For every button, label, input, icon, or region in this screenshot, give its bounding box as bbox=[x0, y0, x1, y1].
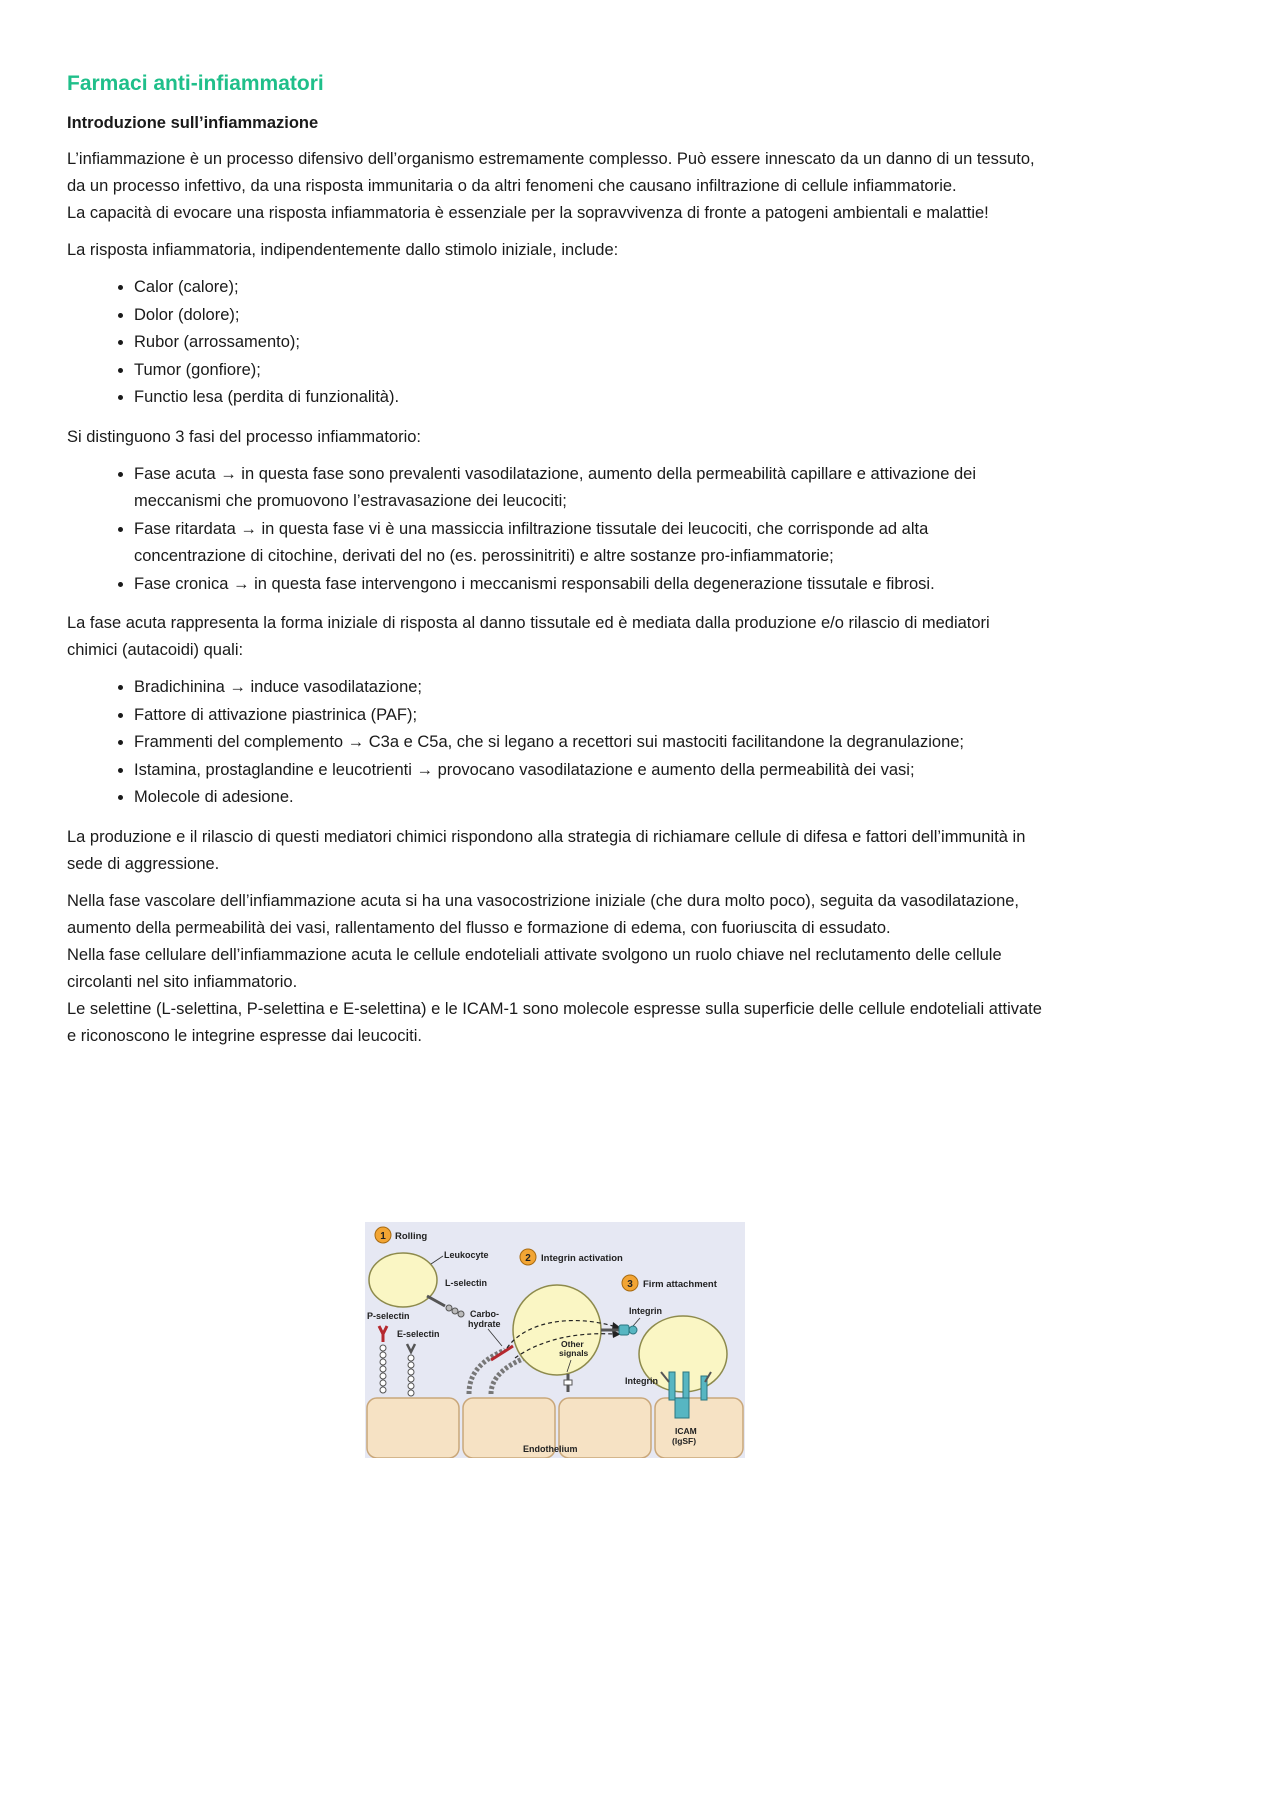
intro-paragraph-2: La capacità di evocare una risposta infiammatoria è essenziale per la sopravvivenza di fronte a patogeni ambientali e malattie! bbox=[67, 204, 989, 222]
list-item: • Calor (calore); bbox=[134, 274, 1042, 302]
icam-label-line2: (IgSF) bbox=[672, 1436, 697, 1446]
intro-paragraph-1: L’infiammazione è un processo difensivo dell’organismo estremamente complesso. Può essere innescato da un danno di un tessuto, da un processo infettivo, da una risposta immunitaria o da altri fenomeni che causano infiltrazione di cellule infiammatorie. bbox=[67, 150, 1035, 195]
step-1-badge bbox=[375, 1227, 391, 1243]
integrin-bottom-label: Integrin bbox=[625, 1376, 658, 1386]
list-item: • Tumor (gonfiore); bbox=[134, 357, 1042, 385]
list-item: • Fase cronica → in questa fase intervengono i meccanismi responsabili della degenerazione tissutale e fibrosi. bbox=[134, 571, 1042, 599]
mediators-note: La produzione e il rilascio di questi mediatori chimici rispondono alla strategia di richiamare cellule di difesa e fattori dell’immunità in sede di aggressione. bbox=[67, 827, 1026, 873]
vascular-paragraph: Nella fase vascolare dell’infiammazione acuta si ha una vasocostrizione iniziale (che dura molto poco), seguita da vasodilatazione, aumento della permeabilità dei vasi, rallentamento del flusso e formazione di edema, con fuoriuscita di essudato. bbox=[67, 891, 1020, 937]
document-page bbox=[67, 70, 1042, 1060]
figure-svg bbox=[365, 1222, 745, 1458]
response-intro: La risposta infiammatoria, indipendentemente dallo stimolo iniziale, include: bbox=[67, 241, 619, 259]
list-item: • Dolor (dolore); bbox=[134, 302, 1042, 330]
other-signals-label-line1: Other bbox=[561, 1339, 584, 1349]
leukocyte-label: Leukocyte bbox=[444, 1250, 489, 1260]
p-selectin-label: P-selectin bbox=[367, 1311, 410, 1321]
acute-intro: La fase acuta rappresenta la forma iniziale di risposta al danno tissutale ed è mediata dalla produzione e/o rilascio di mediatori chimici (autacoidi) quali: bbox=[67, 614, 990, 659]
icam-label-line1: ICAM bbox=[675, 1426, 697, 1436]
signs-list bbox=[67, 274, 1042, 412]
step-3-label: Firm attachment bbox=[643, 1279, 717, 1290]
other-signals-label-line2: signals bbox=[559, 1348, 589, 1358]
carbohydrate-label-line2: hydrate bbox=[468, 1319, 501, 1329]
mediators-list bbox=[67, 674, 1042, 812]
phases-intro: Si distinguono 3 fasi del processo infiammatorio: bbox=[67, 427, 422, 446]
activated-leukocyte bbox=[513, 1285, 601, 1375]
list-item: • Fase ritardata → in questa fase vi è una massiccia infiltrazione tissutale dei leucociti, che corrisponde ad alta concentrazione di citochine, derivati del no (es. perossinitriti) e altre sostanze pro-infiammatorie; bbox=[134, 516, 1042, 571]
step-1-label: Rolling bbox=[395, 1231, 428, 1242]
section-heading: Introduzione sull’infiammazione bbox=[67, 114, 319, 132]
list-item: • Bradichinina → induce vasodilatazione; bbox=[134, 674, 1042, 702]
step-2-badge bbox=[520, 1249, 536, 1265]
list-item: • Functio lesa (perdita di funzionalità). bbox=[134, 384, 1042, 412]
l-selectin-label: L-selectin bbox=[445, 1278, 488, 1288]
list-item: • Fattore di attivazione piastrinica (PAF); bbox=[134, 702, 1042, 730]
list-item: • Frammenti del complemento → C3a e C5a, che si legano a recettori sui mastociti facilitandone la degranulazione; bbox=[134, 729, 1042, 757]
list-item: • Molecole di adesione. bbox=[134, 784, 1042, 812]
endothelium-label: Endothelium bbox=[523, 1444, 578, 1454]
list-item: • Istamina, prostaglandine e leucotrienti → provocano vasodilatazione e aumento della permeabilità dei vasi; bbox=[134, 757, 1042, 785]
carbohydrate-label-line1: Carbo- bbox=[470, 1309, 499, 1319]
selectins-paragraph: Le selettine (L-selettina, P-selettina e E-selettina) e le ICAM-1 sono molecole espresse sulla superficie delle cellule endoteliali attivate e riconoscono le integrine espresse dai leucociti. bbox=[67, 999, 1042, 1045]
document-title: Farmaci anti-infiammatori bbox=[67, 72, 324, 95]
leukocyte-adhesion-figure bbox=[365, 1222, 745, 1458]
step-1-number: 1 bbox=[380, 1231, 386, 1242]
e-selectin-label: E-selectin bbox=[397, 1329, 440, 1339]
step-3-badge bbox=[622, 1275, 638, 1291]
list-item: • Rubor (arrossamento); bbox=[134, 329, 1042, 357]
step-2-number: 2 bbox=[525, 1253, 531, 1264]
rolling-leukocyte bbox=[369, 1253, 437, 1307]
cellular-paragraph: Nella fase cellulare dell’infiammazione acuta le cellule endoteliali attivate svolgono un ruolo chiave nel reclutamento delle cellule circolanti nel sito infiammatorio. bbox=[67, 945, 1002, 991]
step-2-label: Integrin activation bbox=[541, 1253, 623, 1264]
list-item: • Fase acuta → in questa fase sono prevalenti vasodilatazione, aumento della permeabilità capillare e attivazione dei meccanismi che promuovono l’estravasazione dei leucociti; bbox=[134, 461, 1042, 516]
step-3-number: 3 bbox=[627, 1279, 633, 1290]
phases-list bbox=[67, 461, 1042, 599]
integrin-top-label: Integrin bbox=[629, 1306, 662, 1316]
